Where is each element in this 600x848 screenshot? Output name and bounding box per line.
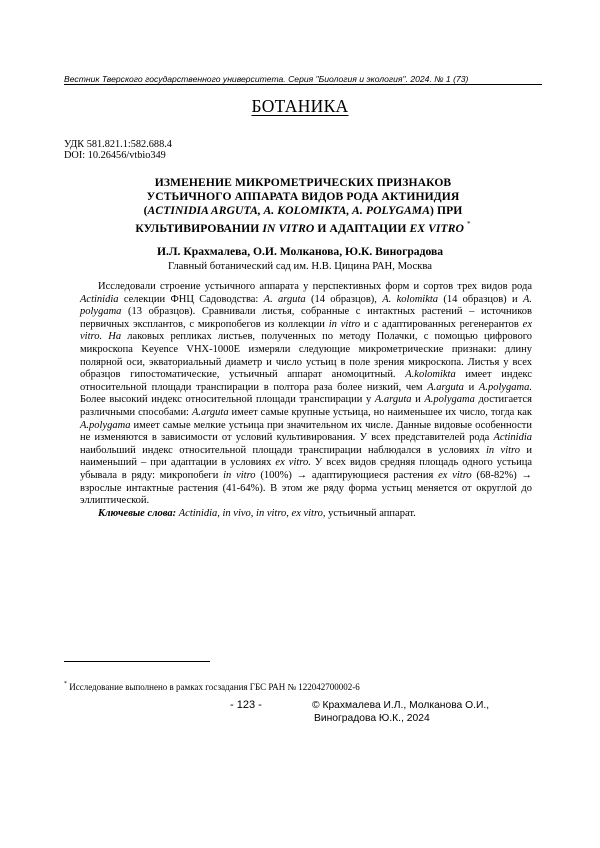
journal-header: Вестник Тверского государственного университета. Серия "Биология и экология". 2024. № 1 (73) [64,74,469,84]
udc-block [64,139,172,161]
abstract-italic: Actinidia [80,293,119,305]
doi: DOI: 10.26456/vtbio349 [64,150,166,162]
section-heading-text: БОТАНИКА [251,96,349,116]
keyword: in vitro [256,507,287,519]
title-text-a: КУЛЬТИВИРОВАНИИ [135,221,263,235]
abstract-text: Исследовали строение устьичного аппарата у перспективных форм и сортов трех видов рода [98,281,532,292]
title-in-vitro: IN VITRO [262,221,315,235]
abstract-italic: in vitro [328,318,361,330]
abstract-text: лаковых репликах листьев, полученных по методу Полачки, с помощью цифрового микроскопа Keyence VHX-1000E измеряли следующие микрометрические признаки: длину полярной оси, экваториальный диаметр и число устьиц в поле зрения микроскопа. Листья у всех образцов гипостоматические, устьичный аппарат аномоцитный. [80,331,533,381]
abstract-italic: ex vitro. [275,457,311,469]
keyword: in vivo [222,507,251,519]
keyword: Actinidia [178,507,218,519]
copyright [312,699,562,725]
abstract-italic: ex vitro [438,469,472,481]
abstract-text: Более высокий индекс относительной площади транспирации у [80,394,375,406]
abstract-italic: A. polygama [80,293,532,318]
abstract-italic: A. arguta [263,293,306,305]
title-line-4 [64,218,542,236]
abstract-text: и [411,394,425,406]
keywords-rest: , устьичный аппарат. [322,507,416,519]
keywords [80,508,532,521]
abstract [80,281,532,520]
udc-code: УДК 581.821.1:582.688.4 [64,139,172,150]
abstract-text: У всех видов средняя площадь одного устьица убывала в ряду: микропобеги [80,457,532,481]
title-paren-close: ) ПРИ [430,204,463,217]
abstract-italic: A.arguta [191,406,229,418]
abstract-italic: in vitro [223,469,256,481]
abstract-text: (13 образцов). Сравнивали листья, собранные с интактных растений – источников первичных эксплантов, с микропобегов из коллекции [80,306,532,330]
title-paren-open: ( [143,204,148,217]
abstract-italic: A.arguta [427,381,464,393]
title-ex-vitro: EX VITRO [409,221,465,235]
footnote-text: Исследование выполнено в рамках госзадания ГБС РАН № 122042700002-6 [67,682,360,692]
abstract-text: имеет самые крупные устьица, но наименьшее их число, тогда как [228,406,532,418]
title-footnote-mark: * [467,220,471,228]
title-line-3 [64,204,542,218]
abstract-italic: A.arguta [374,394,412,406]
abstract-italic: A.polygama [424,394,475,406]
abstract-text: (14 образцов) и [438,293,523,305]
footnote-rule [64,661,210,662]
abstract-italic: Actinidia [493,432,532,444]
keyword-sep: , [250,507,257,519]
abstract-italic: in vitro [485,444,520,456]
abstract-text: наибольший индекс относительной площади транспирации наблюдался в условиях [80,444,486,456]
abstract-italic: A. kolomikta [382,293,439,305]
page-number: - 123 - [230,699,262,711]
affiliation: Главный ботанический сад им. Н.В. Цицина РАН, Москва [167,260,433,272]
keywords-label: Ключевые слова: [98,507,177,519]
header-rule [64,84,542,85]
copyright-line-2: Виноградова Ю.К., 2024 [314,713,430,724]
title-text-b: И АДАПТАЦИИ [314,221,410,235]
abstract-text: имеет самые мелкие устьица при значительном их числе. Данные видовые особенности не изменяются в зависимости от условий культивирования. У всех представителей рода [80,419,532,444]
abstract-italic: ex vitro. На [80,318,532,343]
authors: И.Л. Крахмалева, О.И. Молканова, Ю.К. Виноградова [156,245,444,258]
keyword-sep: , [217,507,223,519]
copyright-line-1: © Крахмалева И.Л., Молканова О.И., [312,700,490,711]
abstract-text: и с адаптированных регенерантов [360,318,523,330]
abstract-italic: A.polygama [80,419,131,431]
abstract-text: и наименьший – при адаптации в условиях [80,444,532,469]
article-title [64,176,542,236]
abstract-text: селекции ФНЦ Садоводства: [118,293,264,305]
title-species: ACTINIDIA ARGUTA, A. KOLOMIKTA, A. POLYGAMA [147,204,431,217]
abstract-italic: A.kolomikta [405,369,456,381]
abstract-text: (100%) → адаптирующиеся растения [255,469,439,481]
footnote-mark: * [64,681,67,687]
abstract-text: и [463,381,479,393]
keyword: ex vitro [291,507,323,519]
footnote [64,682,360,692]
title-line-2: УСТЬИЧНОГО АППАРАТА ВИДОВ РОДА АКТИНИДИЯ [146,190,460,203]
section-heading [0,96,600,117]
abstract-text: (68-82%) → взрослые интактные растения (41-64%). В этом же ряду форма устьиц меняется от округлой до эллиптической. [80,469,533,507]
title-line-1: ИЗМЕНЕНИЕ МИКРОМЕТРИЧЕСКИХ ПРИЗНАКОВ [154,176,452,189]
abstract-text: имеет индекс относительной площади транспирации в полтора раза более низкий, чем [80,369,532,393]
abstract-paragraph [80,281,532,508]
abstract-italic: A.polygama. [478,381,532,393]
keyword-sep: , [286,507,292,519]
abstract-text: достигается различными способами: [80,394,532,418]
abstract-text: (14 образцов), [305,293,383,305]
